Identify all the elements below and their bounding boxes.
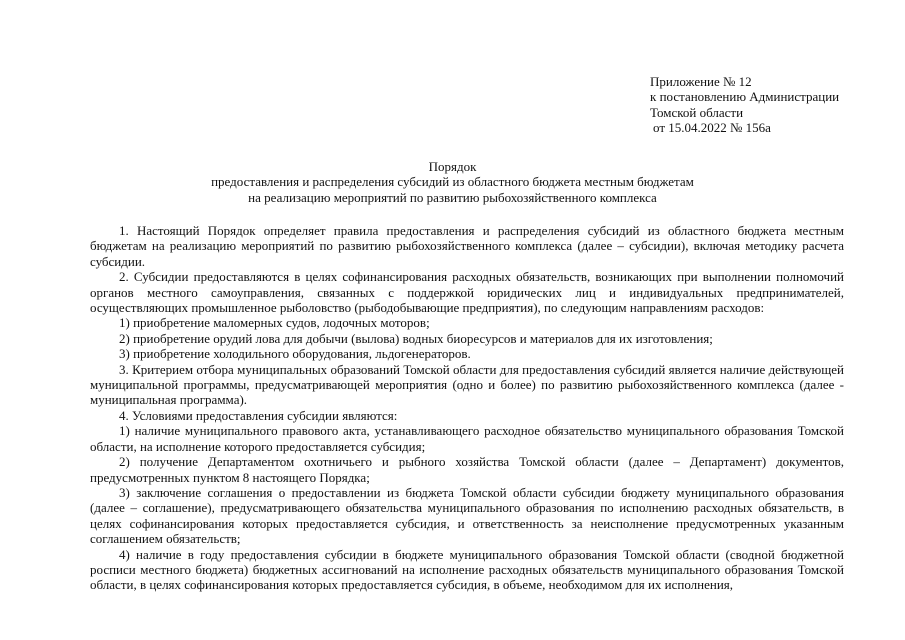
- approval-line-3: Томской области: [650, 104, 744, 120]
- approval-block: [650, 74, 870, 136]
- title-line-1: Порядок: [428, 159, 477, 174]
- paragraph-2-item-3: 3) приобретение холодильного оборудования, льдогенераторов.: [119, 346, 471, 362]
- paragraph-2: 2. Субсидии предоставляются в целях софинансирования расходных обязательств, возникающих при выполнении полномочий органов местного самоуправления, связанных с поддержкой юридических лиц и индивидуальных предпринимателей, осуществляющих промышленное рыболовство (рыбодобывающие предприятия), по следующим направлениям расходов:: [90, 269, 844, 316]
- paragraph-2-item-1: 1) приобретение маломерных судов, лодочных моторов;: [119, 315, 430, 331]
- paragraph-4-item-4: 4) наличие в году предоставления субсидии в бюджете муниципального образования Томской области (сводной бюджетной росписи местного бюджета) бюджетных ассигнований на исполнение расходных обязательств муниципального образования Томской области, в целях софинансирования которых предоставляется субсидия, в объеме, необходимом для их исполнения,: [90, 546, 844, 593]
- approval-line-1: Приложение № 12: [650, 74, 752, 89]
- document-title: [0, 159, 905, 205]
- paragraph-2-item-2: 2) приобретение орудий лова для добычи (вылова) водных биоресурсов и материалов для их изготовления;: [119, 330, 713, 346]
- paragraph-4-item-2: 2) получение Департаментом охотничьего и рыбного хозяйства Томской области (далее – Департамент) документов, предусмотренных пунктом 8 настоящего Порядка;: [90, 454, 844, 485]
- title-line-2: предоставления и распределения субсидий из областного бюджета местным бюджетам: [211, 174, 694, 190]
- paragraph-4-item-1: 1) наличие муниципального правового акта, устанавливающего расходное обязательство муниципального образования Томской области, на исполнение которого предоставляется субсидия;: [90, 423, 844, 454]
- title-line-3: на реализацию мероприятий по развитию рыбохозяйственного комплекса: [248, 189, 657, 205]
- paragraph-4: 4. Условиями предоставления субсидии являются:: [119, 407, 398, 423]
- approval-line-4: от 15.04.2022 № 156а: [653, 120, 771, 136]
- paragraph-1: 1. Настоящий Порядок определяет правила предоставления и распределения субсидий из областного бюджета местным бюджетам на реализацию мероприятий по развитию рыбохозяйственного комплекса (далее – субсидии), включая методику расчета субсидии.: [90, 223, 844, 269]
- paragraph-3: 3. Критерием отбора муниципальных образований Томской области для предоставления субсидий является наличие действующей муниципальной программы, предусматривающей мероприятия (одно и более) по развитию рыбохозяйственного комплекса (далее - муниципальная программа).: [90, 361, 844, 408]
- document-body: [90, 223, 844, 593]
- paragraph-4-item-3: 3) заключение соглашения о предоставлении из бюджета Томской области субсидии бюджету муниципального образования (далее – соглашение), предусматривающего обязательства муниципального образования по исполнению расходных обязательств, в целях софинансирования которых предоставляется субсидия, и ответственность за неисполнение предусмотренных указанным соглашением обязательств;: [90, 484, 844, 547]
- approval-line-2: к постановлению Администрации: [650, 89, 840, 105]
